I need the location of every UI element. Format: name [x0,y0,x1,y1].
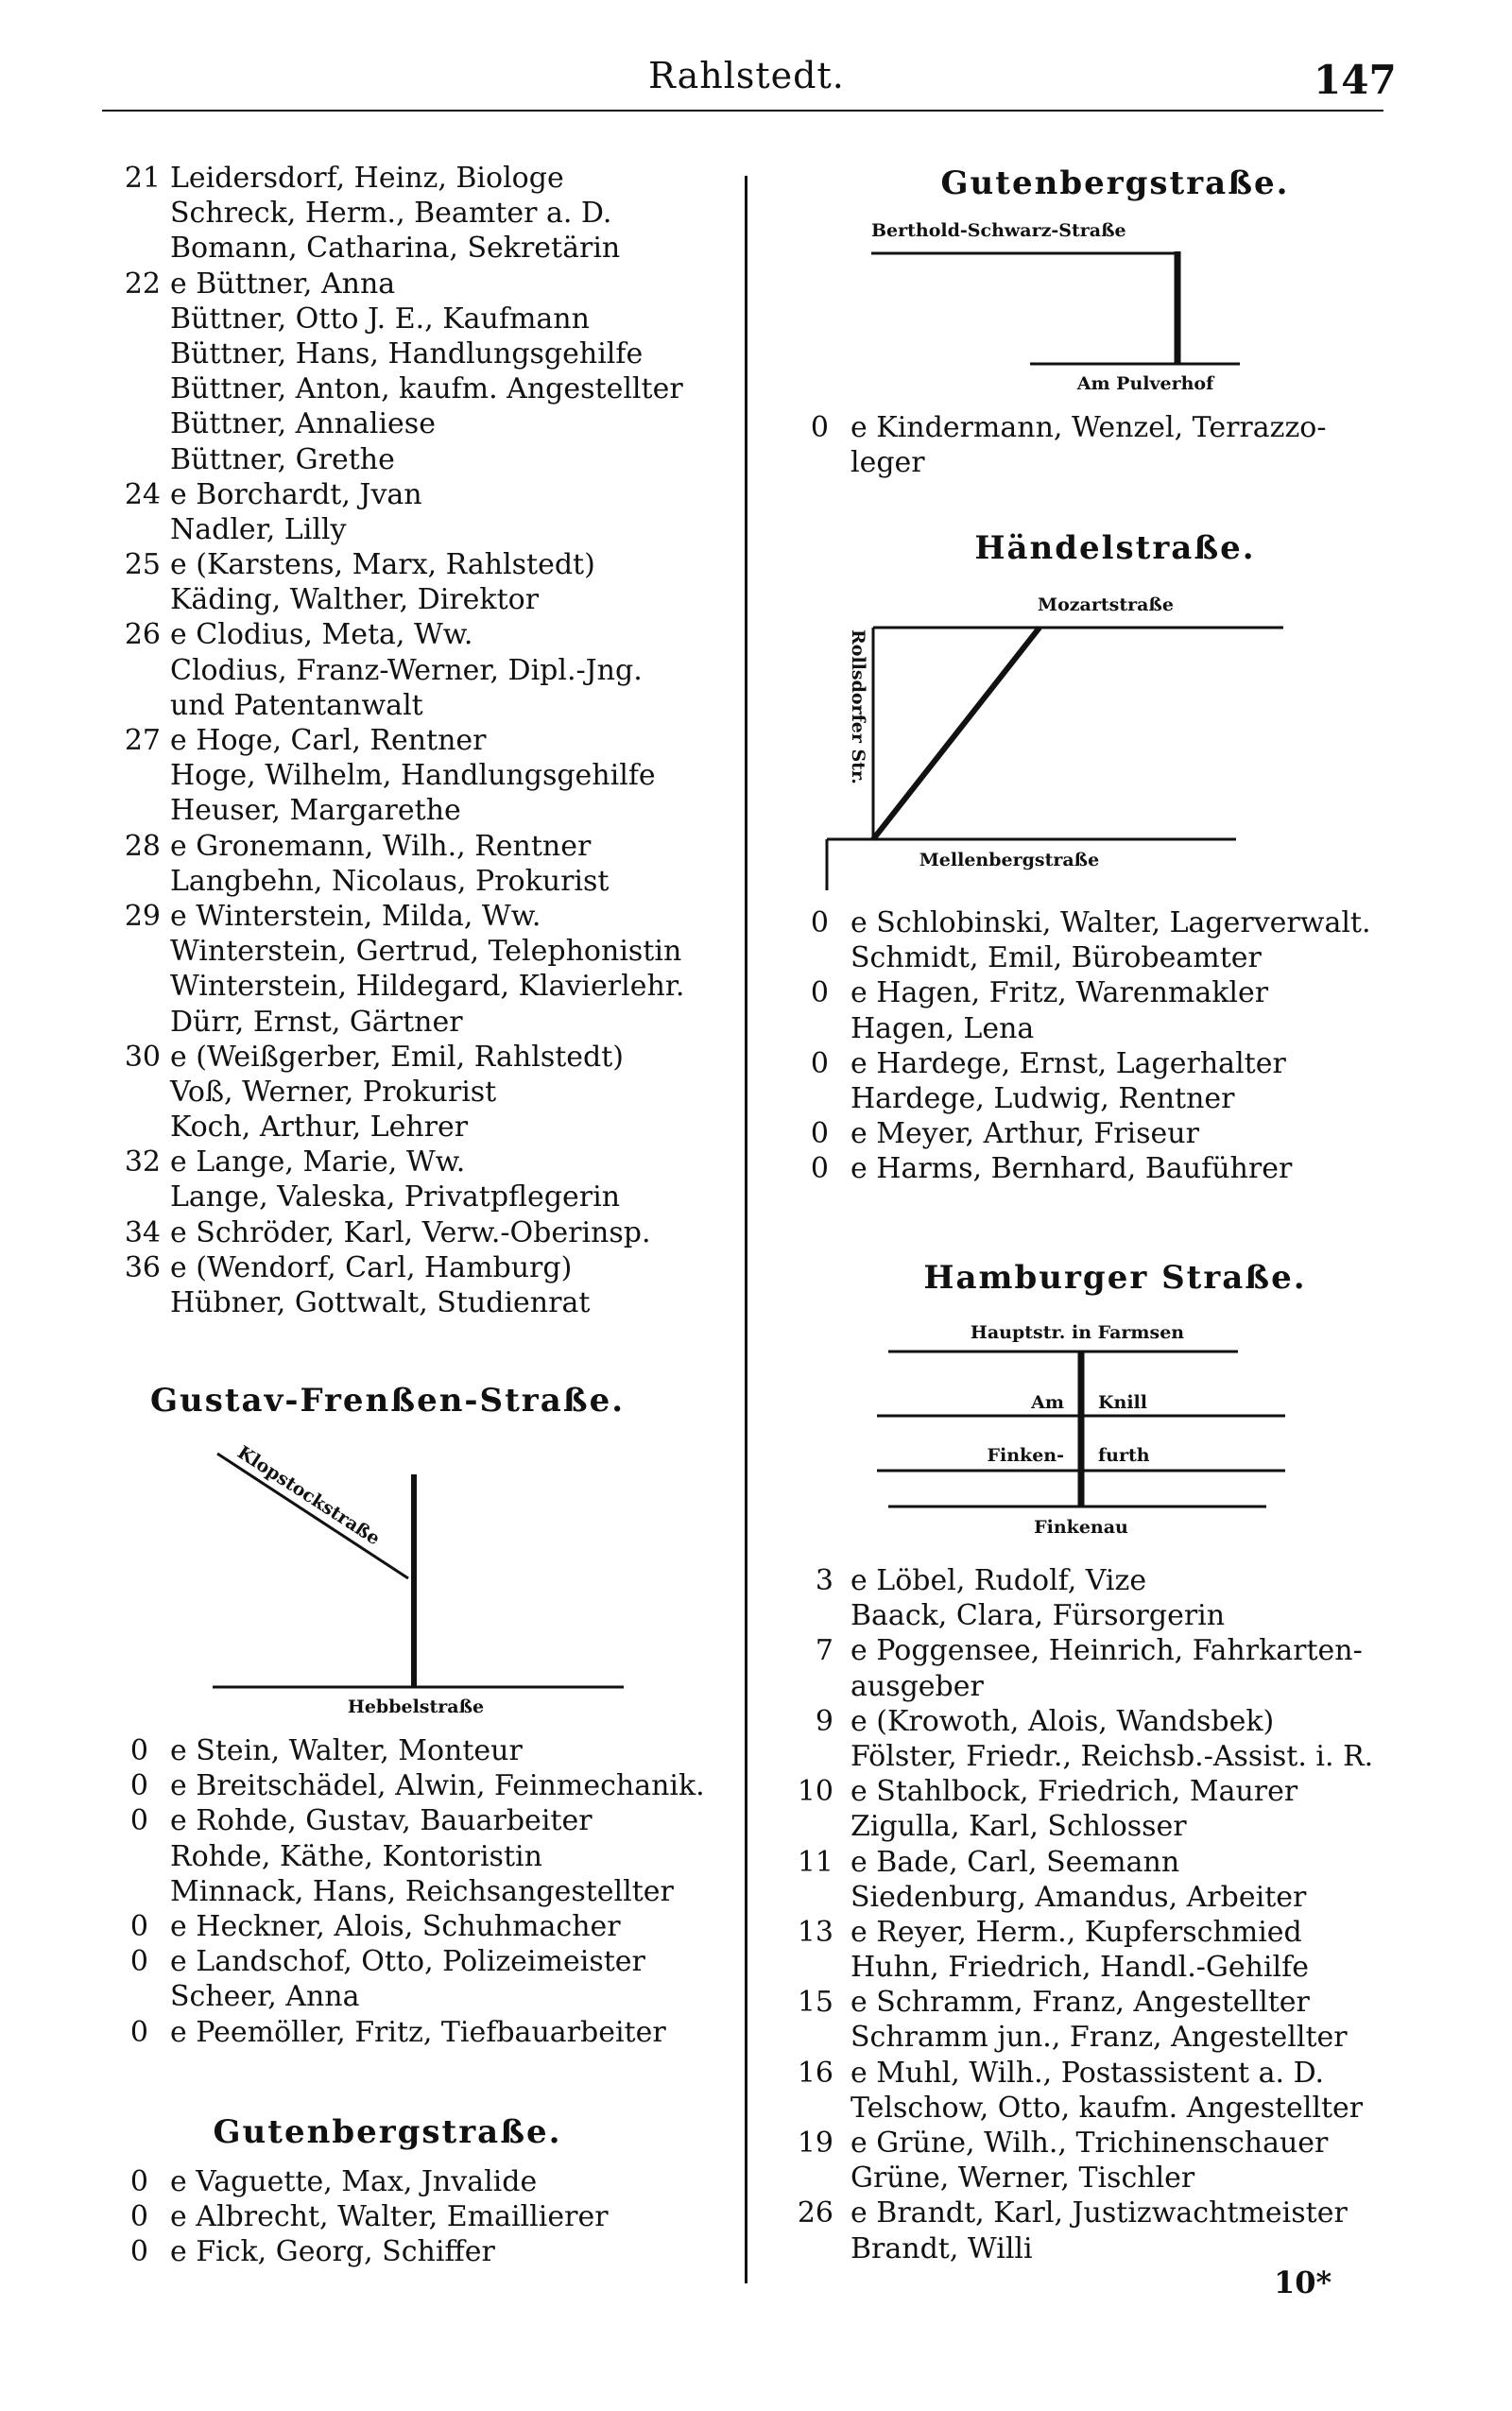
entry-text: Scheer, Anna [170,1980,360,2014]
entry-text: e Schröder, Karl, Verw.-Oberinsp. [170,1215,651,1249]
house-number: 0 [129,2200,148,2234]
house-number: 0 [129,2235,148,2269]
entry-text: Rohde, Käthe, Kontoristin [170,1839,542,1873]
house-number: 32 [124,1145,161,1180]
house-number: 0 [810,976,829,1010]
entry-text: e Kindermann, Wenzel, Terrazzo- [850,411,1327,444]
entry-text: e Reyer, Herm., Kupferschmied [850,1915,1302,1949]
entry-text: Hübner, Gottwalt, Studienrat [170,1286,591,1319]
entry-text: e Breitschädel, Alwin, Feinmechanik. [170,1769,705,1803]
section-heading-gutenberg-left: Gutenbergstraße. [213,2113,562,2151]
entry-text: Käding, Walther, Direktor [170,583,540,617]
house-number: 27 [124,724,161,757]
entry-text: Schreck, Herm., Beamter a. D. [170,197,612,231]
entry-text: Zigulla, Karl, Schlosser [850,1810,1187,1844]
page-header-title: Rahlstedt. [648,55,845,96]
house-number: 0 [129,2165,148,2198]
map-label-mellenberg: Mellenbergstraße [919,850,1100,870]
header-rule [102,110,1383,112]
entry-text: Büttner, Annaliese [170,407,436,441]
entry-text: Hagen, Lena [850,1011,1035,1045]
entry-text: e (Krowoth, Alois, Wandsbek) [850,1704,1275,1738]
entry-text: e Muhl, Wilh., Postassistent a. D. [850,2056,1325,2090]
entry-text: e Winterstein, Milda, Ww. [170,899,541,933]
entry-text: Grüne, Werner, Tischler [850,2161,1195,2196]
entry-text: e Büttner, Anna [170,267,396,301]
entry-text: e Hoge, Carl, Rentner [170,724,487,757]
entry-text: Leidersdorf, Heinz, Biologe [170,162,564,195]
map-label-mozart: Mozartstraße [1038,594,1174,615]
entry-text: Hoge, Wilhelm, Handlungsgehilfe [170,759,656,793]
signature-mark: 10* [1274,2265,1332,2300]
entry-text: Nadler, Lilly [170,512,347,546]
street-map-haendel [813,582,1304,894]
house-number: 15 [797,1986,833,2020]
entry-text: ausgeber [850,1669,984,1703]
entry-text: e (Weißgerber, Emil, Rahlstedt) [170,1040,624,1074]
street-map-gustav [189,1437,643,1730]
house-number: 0 [810,411,829,444]
entry-text: e Landschof, Otto, Polizeimeister [170,1945,645,1979]
house-number: 16 [797,2056,833,2090]
map-label-am: Am [1031,1392,1064,1413]
entry-text: Bomann, Catharina, Sekretärin [170,232,621,266]
entry-text: e (Wendorf, Carl, Hamburg) [170,1250,573,1284]
entry-text: Telschow, Otto, kaufm. Angestellter [850,2091,1364,2125]
entry-text: e Peemöller, Fritz, Tiefbauarbeiter [170,2015,666,2049]
house-number: 25 [124,548,161,582]
house-number: 26 [797,2196,833,2230]
section-heading-hamburger: Hamburger Straße. [923,1259,1307,1297]
entry-text: e Schramm, Franz, Angestellter [850,1986,1310,2020]
entry-text: e Grüne, Wilh., Trichinenschauer [850,2127,1329,2160]
entry-text: Clodius, Franz-Werner, Dipl.-Jng. [170,653,643,687]
house-number: 0 [810,906,829,939]
entry-text: Siedenburg, Amandus, Arbeiter [850,1880,1307,1914]
entry-text: Büttner, Otto J. E., Kaufmann [170,301,590,336]
entry-text: Huhn, Friedrich, Handl.-Gehilfe [850,1951,1309,1985]
entry-text: Büttner, Anton, kaufm. Angestellter [170,372,683,406]
entry-text: Hardege, Ludwig, Rentner [850,1081,1235,1115]
entry-text: Minnack, Hans, Reichsangestellter [170,1874,674,1908]
entry-text: Schmidt, Emil, Bürobeamter [850,941,1262,975]
house-number: 0 [810,1117,829,1151]
column-divider [745,176,747,2283]
house-number: 29 [124,899,161,933]
house-number: 0 [810,1152,829,1186]
entry-text: e Albrecht, Walter, Emaillierer [170,2200,609,2234]
entry-text: Voß, Werner, Prokurist [170,1075,497,1109]
entry-text: e Lange, Marie, Ww. [170,1145,466,1180]
house-number: 26 [124,618,161,652]
map-label-berthold: Berthold-Schwarz-Straße [871,220,1126,241]
entry-text: Langbehn, Nicolaus, Prokurist [170,864,610,898]
house-number: 0 [129,1769,148,1803]
entry-text: und Patentanwalt [170,688,423,722]
house-number: 0 [810,1046,829,1080]
entry-text: e Vaguette, Max, Jnvalide [170,2165,538,2198]
house-number: 24 [124,477,161,511]
map-label-hauptstr: Hauptstr. in Farmsen [970,1322,1185,1343]
map-label-hebbel: Hebbelstraße [347,1696,485,1717]
entry-text: Koch, Arthur, Lehrer [170,1111,469,1145]
house-number: 19 [797,2127,833,2160]
entry-text: Büttner, Hans, Handlungsgehilfe [170,336,644,370]
entry-text: e Löbel, Rudolf, Vize [850,1564,1147,1597]
entry-text: Lange, Valeska, Privatpflegerin [170,1180,621,1214]
house-number: 0 [129,2015,148,2049]
entry-text: e Heckner, Alois, Schuhmacher [170,1909,621,1943]
house-number: 9 [815,1704,833,1738]
map-label-finken: Finken- [987,1445,1064,1466]
section-heading-gutenberg-right: Gutenbergstraße. [940,164,1290,202]
section-heading-gustav: Gustav-Frenßen-Straße. [149,1382,626,1420]
entry-text: Dürr, Ernst, Gärtner [170,1005,463,1039]
entry-text: e Brandt, Karl, Justizwachtmeister [850,2196,1348,2230]
entry-text: e Clodius, Meta, Ww. [170,618,473,652]
entry-text: e Stahlbock, Friedrich, Maurer [850,1775,1298,1809]
house-number: 34 [124,1215,161,1249]
entry-text: e Hardege, Ernst, Lagerhalter [850,1046,1286,1080]
street-map-hamburger [850,1314,1304,1550]
entry-text: e (Karstens, Marx, Rahlstedt) [170,548,595,582]
house-number: 21 [124,162,161,195]
entry-text: e Harms, Bernhard, Bauführer [850,1152,1293,1186]
entry-text: leger [850,446,925,480]
house-number: 11 [797,1845,833,1879]
map-label-knill: Knill [1098,1392,1147,1413]
house-number: 10 [797,1775,833,1809]
entry-text: Büttner, Grethe [170,442,395,476]
map-label-rollsdorfer: Rollsdorfer Str. [848,629,868,784]
house-number: 0 [129,1945,148,1979]
entry-text: e Gronemann, Wilh., Rentner [170,829,592,863]
entry-text: Winterstein, Hildegard, Klavierlehr. [170,970,685,1004]
house-number: 3 [815,1564,833,1597]
house-number: 36 [124,1250,161,1284]
house-number: 13 [797,1915,833,1949]
entry-text: e Poggensee, Heinrich, Fahrkarten- [850,1634,1363,1668]
entry-text: e Hagen, Fritz, Warenmakler [850,976,1269,1010]
house-number: 28 [124,829,161,863]
entry-text: e Borchardt, Jvan [170,477,422,511]
house-number: 7 [815,1634,833,1668]
entry-text: Winterstein, Gertrud, Telephonistin [170,935,682,969]
entry-text: Schramm jun., Franz, Angestellter [850,2021,1348,2055]
entry-text: e Stein, Walter, Monteur [170,1734,523,1767]
house-number: 0 [129,1909,148,1943]
map-label-klopstock: Klopstockstraße [233,1441,384,1550]
house-number: 30 [124,1040,161,1074]
map-label-furth: furth [1098,1445,1150,1466]
map-label-finkenau: Finkenau [1034,1517,1128,1538]
entry-text: e Fick, Georg, Schiffer [170,2235,495,2269]
street-map-gutenberg [850,208,1304,406]
page-number: 147 [1314,57,1397,103]
map-label-pulverhof: Am Pulverhof [1076,373,1214,394]
section-heading-haendel: Händelstraße. [974,529,1256,567]
entry-text: e Rohde, Gustav, Bauarbeiter [170,1804,593,1838]
entry-text: e Bade, Carl, Seemann [850,1845,1180,1879]
entry-text: Brandt, Willi [850,2231,1033,2265]
entry-text: Fölster, Friedr., Reichsb.-Assist. i. R. [850,1739,1374,1773]
entry-text: e Schlobinski, Walter, Lagerverwalt. [850,906,1371,939]
house-number: 0 [129,1804,148,1838]
entry-text: Heuser, Margarethe [170,794,461,828]
entry-text: Baack, Clara, Fürsorgerin [850,1599,1226,1633]
house-number: 0 [129,1734,148,1767]
entry-text: e Meyer, Arthur, Friseur [850,1117,1199,1151]
house-number: 22 [124,267,161,301]
